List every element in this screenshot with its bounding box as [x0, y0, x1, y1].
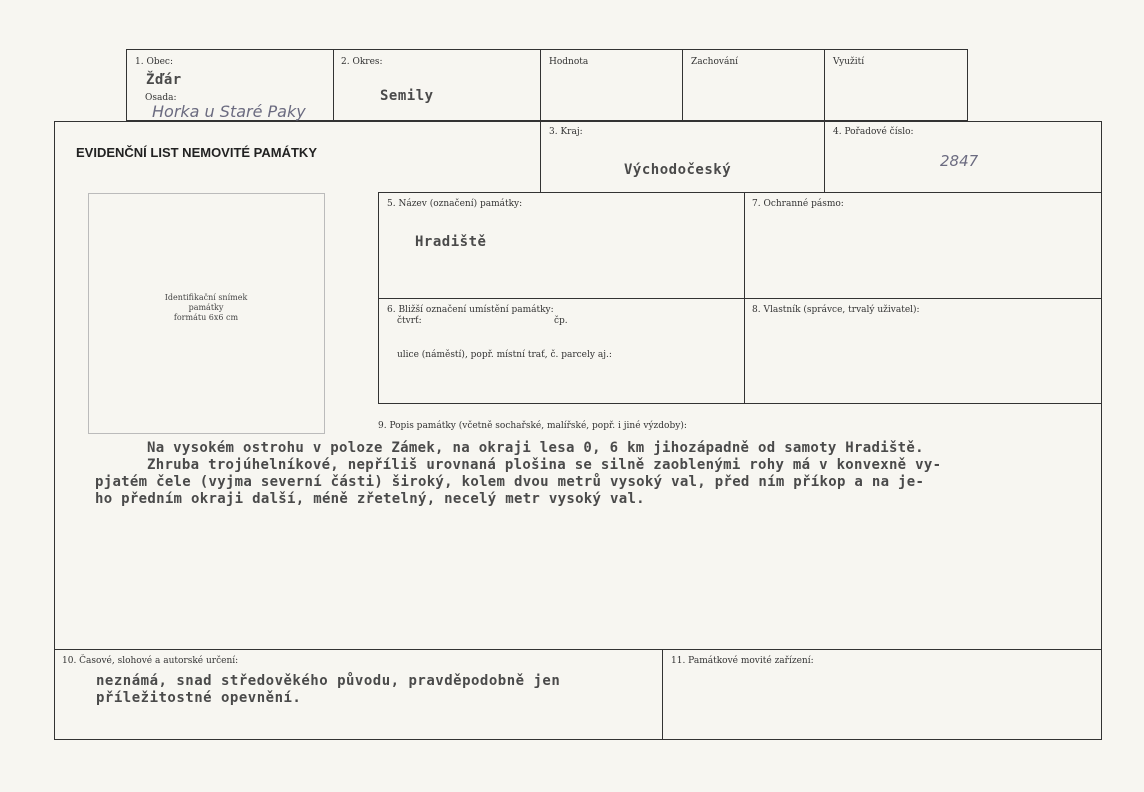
- popis-line-4: ho předním okraji další, méně zřetelný, necelý metr vysoký val.: [95, 491, 645, 507]
- kraj-label: 3. Kraj:: [549, 127, 583, 137]
- okres-value: Semily: [380, 88, 434, 104]
- poradove-value: 2847: [940, 152, 979, 170]
- photo-note-line2: památky: [188, 303, 224, 312]
- photo-note-line1: Identifikační snímek: [164, 293, 248, 302]
- popis-text: [95, 440, 1085, 508]
- kraj-box: [540, 121, 825, 193]
- okres-label: 2. Okres:: [341, 57, 383, 67]
- zarizeni-label: 11. Památkové movité zařízení:: [671, 656, 814, 666]
- obec-value: Žďár: [146, 72, 182, 88]
- popis-line-2: Zhruba trojúhelníkové, nepříliš urovnaná plošina se silně zaoblenými rohy má v konvexně vy-: [147, 457, 942, 473]
- popis-line-1: Na vysokém ostrohu v poloze Zámek, na okraji lesa 0, 6 km jihozápadně od samoty Hradiště.: [147, 440, 924, 456]
- urceni-line1: neznámá, snad středověkého původu, pravděpodobně jen: [96, 673, 561, 689]
- popis-line-3: pjatém čele (vyjma severní části) široký, kolem dvou metrů vysoký val, před ním příkop a na je-: [95, 474, 925, 490]
- urceni-label: 10. Časové, slohové a autorské určení:: [62, 656, 239, 666]
- ctvrt-label: čtvrť:: [397, 316, 422, 326]
- urceni-line2: příležitostné opevnění.: [96, 690, 302, 706]
- popis-label: 9. Popis památky (včetně sochařské, malířské, popř. i jiné výzdoby):: [378, 421, 687, 431]
- photo-note-line3: formátu 6x6 cm: [173, 313, 239, 322]
- nazev-value: Hradiště: [415, 234, 487, 250]
- zachovani-label: Zachování: [691, 57, 738, 67]
- ulice-label: ulice (náměstí), popř. místní trať, č. parcely aj.:: [397, 350, 612, 360]
- hodnota-label: Hodnota: [549, 57, 589, 67]
- cp-label: čp.: [554, 316, 568, 326]
- kraj-value: Východočeský: [624, 162, 732, 178]
- obec-label: 1. Obec:: [135, 57, 173, 67]
- osada-label: Osada:: [145, 93, 177, 103]
- vyuziti-label: Využití: [833, 57, 865, 67]
- ochranne-label: 7. Ochranné pásmo:: [752, 199, 844, 209]
- photo-note: [88, 293, 324, 323]
- umisteni-label: 6. Bližší označení umístění památky:: [387, 305, 554, 315]
- poradove-label: 4. Pořadové číslo:: [833, 127, 914, 137]
- form-title: EVIDENČNÍ LIST NEMOVITÉ PAMÁTKY: [76, 145, 317, 160]
- nazev-label: 5. Název (označení) památky:: [387, 199, 523, 209]
- vlastnik-label: 8. Vlastník (správce, trvalý uživatel):: [752, 305, 920, 315]
- osada-value: Horka u Staré Paky: [152, 102, 306, 121]
